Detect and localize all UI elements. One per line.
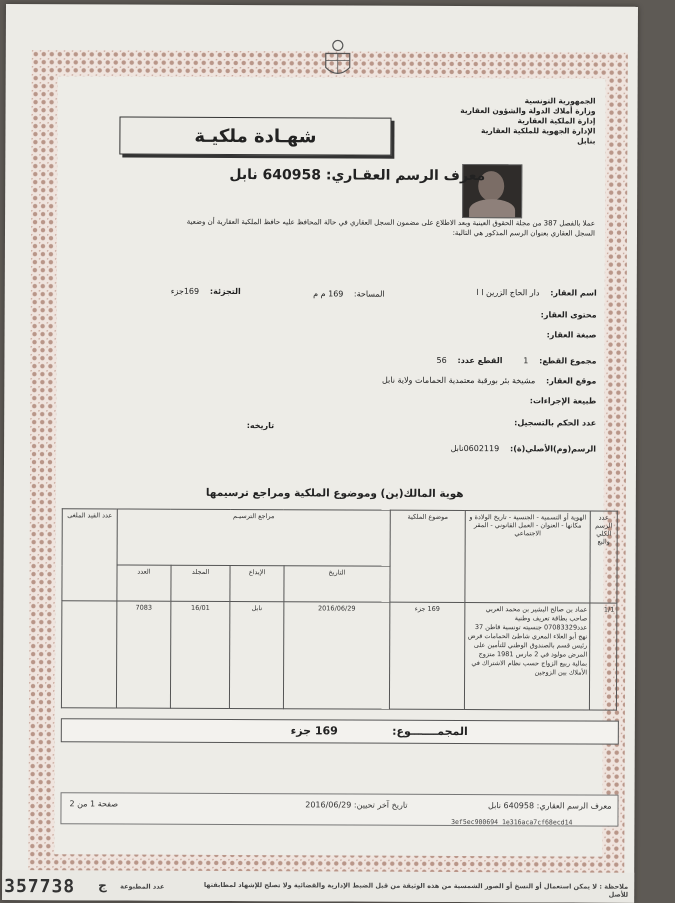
- plots-value: 1: [523, 356, 528, 365]
- owners-table: [61, 508, 618, 710]
- subdivision-row: [171, 287, 241, 296]
- footer-update-label: تاريخ آخر تحيين:: [354, 801, 408, 810]
- nature-row: [547, 330, 597, 339]
- property-id-number: 640958: [263, 167, 322, 183]
- header-notes: عدد القيد الملغى: [62, 509, 117, 601]
- ministry-header: [395, 96, 595, 147]
- table-row: [61, 601, 616, 710]
- header-references: مراجع الترسيـم: [117, 509, 390, 566]
- footer-update-value: 2016/06/29: [305, 800, 351, 809]
- subdivision-label: التجزئة:: [210, 287, 241, 296]
- property-name-value: دار الحاج الزرين ا ا: [476, 288, 539, 297]
- location-row: [382, 376, 596, 386]
- header-ref-date: التاريخ: [284, 566, 390, 602]
- original-title-row: [451, 444, 596, 454]
- original-title-label: الرسم(وم)الأصلي(ة):: [510, 444, 596, 453]
- registration-row: [514, 418, 596, 427]
- serial-letter: ج: [98, 878, 107, 892]
- property-name-label: اسم العقار:: [550, 288, 597, 297]
- certificate-content: [54, 76, 605, 856]
- tunisia-emblem-icon: [322, 39, 354, 81]
- nature-label: صبغة العقار:: [547, 330, 597, 339]
- footer-page: صفحة 1 من 2: [69, 799, 118, 808]
- row-notes: [61, 601, 116, 708]
- header-line-5: بنابل: [395, 136, 595, 147]
- header-line-3: إدارة الملكية العقارية: [395, 116, 595, 127]
- row-ref-number: 7083: [116, 601, 170, 708]
- header-ref-deposit: الإيداع: [230, 565, 284, 601]
- plots-label: مجموع القطع:: [539, 356, 596, 365]
- certificate-sheet: [2, 4, 638, 903]
- procedures-row: [530, 396, 597, 405]
- legal-statement: عملا بالفصل 387 من مجلة الحقوق العينية وبعد الاطلاع على مضمون السجل العقاري في حالة المحافظ عليه حافظ الملكية العقارية أن وضعية السجل العقاري بعنوان الرسم المذكور هي التالية:: [165, 217, 595, 239]
- document-title: شهـادة ملكيـة: [194, 125, 316, 147]
- registration-label: عدد الحكم بالتسجيل:: [514, 418, 596, 427]
- header-line-4: الإدارة الجهوية للملكية العقارية: [395, 126, 595, 137]
- serial-number: 357738: [4, 876, 75, 897]
- row-identity: عماد بن صالح البشير بن محمد العربي صاحب بطاقة تعريف وطنية عدد07083329 جنسيته تونسية قاطن 37 نهج أبو العلاء المعري شاطئ الحمامات قرض رئيس قسم بالصندوق الوطني للتأمين على المرض مولود في 2 مارس 1981 متزوج بمالية ربيع الزواج حسب نظام الاشتراك في الأملاك بين الزوجين: [464, 603, 589, 711]
- plot-number-label: القطع عدد:: [457, 356, 502, 365]
- header-object: موضوع الملكية: [390, 510, 465, 602]
- property-name-row: [476, 288, 596, 298]
- property-id-line: [229, 167, 485, 184]
- header-order: عدد الرسم الكلي والبع: [590, 511, 617, 603]
- row-ref-date: 2016/06/29: [283, 602, 390, 709]
- date-label: تاريخه:: [247, 421, 274, 430]
- photo-shoulders: [469, 199, 515, 218]
- printed-label: عدد المطبوعة: [120, 883, 164, 891]
- bottom-notice: ملاحظة : لا يمكن استعمال أو النسخ أو الصور الشمسية من هذه الوثيقة من قبل الضبط الإدارية والقضائية ولا تصلح للإشهاد لمطابقتها للأصل: [198, 881, 628, 899]
- property-id-place: نابل: [229, 167, 257, 183]
- date-row: [247, 421, 274, 430]
- subdivision-value: 169جزء: [171, 287, 199, 296]
- header-line-1: الجمهورية التونسية: [396, 96, 596, 107]
- location-value: مشيخة بئر بورقبة معتمدية الحمامات ولاية نابل: [382, 376, 535, 386]
- document-hash: 3ef5ec900694 1e316aca7cf68ecd14: [451, 818, 572, 827]
- document-title-box: [119, 116, 391, 155]
- footer-id-value: 640958 نابل: [488, 801, 534, 810]
- plots-row: [437, 356, 597, 366]
- content-row: [541, 310, 597, 319]
- procedures-label: طبيعة الإجراءات:: [530, 396, 597, 405]
- total-value: 169 جزء: [291, 724, 338, 737]
- row-object: 169 جزء: [389, 602, 464, 709]
- total-label: المجمـــــــوع:: [392, 725, 468, 738]
- property-id-label: معرف الرسم العقـاري:: [326, 167, 485, 184]
- bottom-strip: [2, 870, 634, 903]
- header-line-2: وزارة أملاك الدولة والشؤون العقارية: [396, 106, 596, 117]
- header-identity: الهوية أو التسمية - الجنسية - تاريخ الولادة و مكانها - العنوان - العمل القانوني - المقر الاجتماعي: [465, 511, 590, 604]
- row-order: 1/1: [589, 603, 616, 710]
- owners-section-title: هوية المالك(ين) وموضوع الملكية ومراجع ترسيمها: [206, 487, 464, 500]
- total-box: [61, 718, 619, 744]
- header-ref-volume: المجلد: [171, 565, 231, 601]
- header-ref-number: العدد: [117, 565, 171, 601]
- area-row: [313, 289, 385, 298]
- area-value: 169 م م: [313, 289, 343, 298]
- footer-id: [488, 801, 612, 811]
- footer-id-label: معرف الرسم العقاري:: [537, 801, 612, 810]
- footer-update: [305, 800, 407, 809]
- area-label: المساحة:: [354, 290, 385, 299]
- row-ref-volume: 16/01: [170, 601, 230, 708]
- row-ref-deposit: نابل: [230, 601, 284, 708]
- plot-number-value: 56: [437, 356, 447, 365]
- content-label: محتوى العقار:: [541, 310, 597, 319]
- original-title-value: 0602119نابل: [451, 444, 500, 453]
- location-label: موقع العقار:: [546, 376, 596, 385]
